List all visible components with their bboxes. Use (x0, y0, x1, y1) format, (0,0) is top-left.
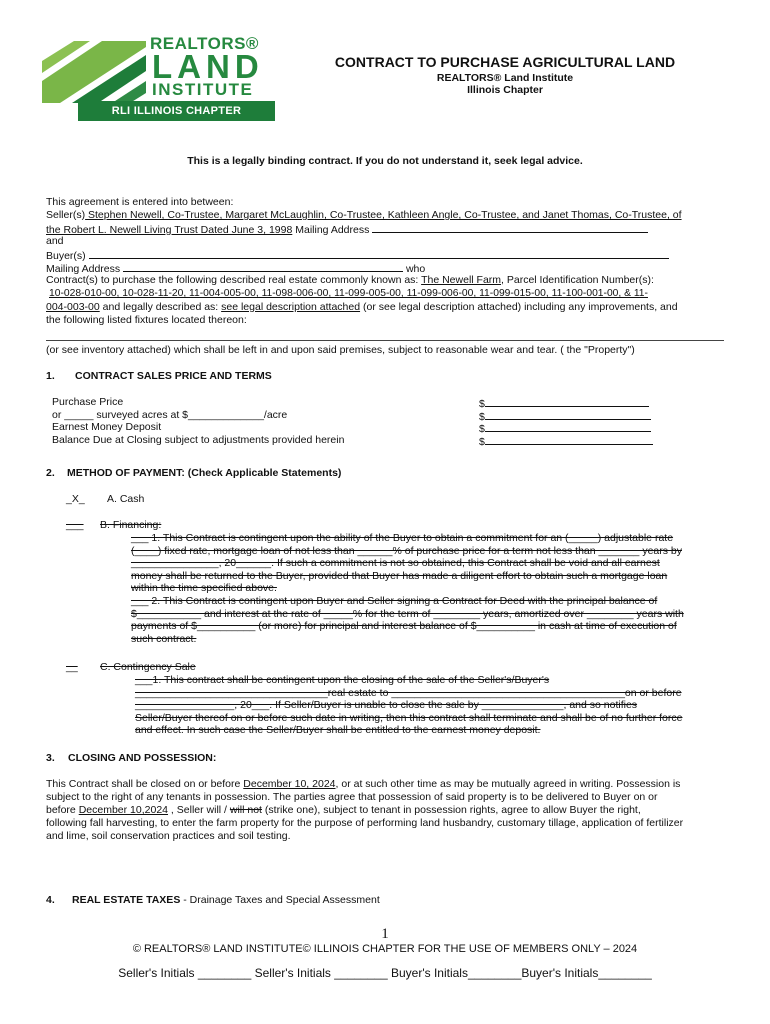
price-table (52, 396, 712, 446)
closing-post: , or at such other time as may be mutually agreed in writing. Possession is (335, 778, 681, 790)
seller-mailing-label: Mailing Address (292, 224, 370, 236)
text-line: ___1. This contract shall be contingent upon the closing of the sale of the Seller's/Buyer's (135, 674, 550, 686)
text-line: ___ 1. This Contract is contingent upon the ability of the Buyer to obtain a commitment for an (_____) adjustable rate (131, 532, 674, 544)
sellers-line-1 (46, 209, 736, 222)
property-name: The Newell Farm (421, 274, 502, 286)
text-line: and effect. In such case the Seller/Buyer shall be entitled to the earnest money deposit. (135, 724, 541, 737)
fixtures-field[interactable] (46, 340, 724, 341)
section-4-rest: - Drainage Taxes and Special Assessment (180, 894, 380, 906)
section-1-title: CONTRACT SALES PRICE AND TERMS (75, 370, 272, 382)
legal-notice: This is a legally binding contract. If you do not understand it, seek legal advice. (187, 155, 583, 167)
legal-description-link[interactable]: see legal description attached (221, 301, 361, 313)
cash-checkbox[interactable]: _X_ (66, 493, 85, 505)
text-line: ___ 2. This Contract is contingent upon Buyer and Seller signing a Contract for Deed with the principal balance of (131, 594, 658, 607)
closing-date: December 10, 2024 (243, 778, 336, 790)
text-line: within the time specified above. (131, 582, 277, 595)
text-line: such contract. (131, 632, 197, 645)
buyer-mailing-address-field[interactable] (123, 261, 403, 272)
contract-property-line (46, 274, 736, 287)
price-row-label: Balance Due at Closing subject to adjustments provided herein (52, 433, 345, 446)
text-line: (____) fixed rate, mortgage loan of not less than ______% of purchase price for a term not less than _______ years by (131, 544, 682, 557)
closing-pre: This Contract shall be closed on or before (46, 778, 244, 790)
closing-line-2: subject to the right of any tenants in possession. The parties agree that possession of said property is to be delivered to Buyer on or (46, 791, 658, 803)
sellers-label: Seller(s) (46, 209, 86, 221)
parcel-numbers-1: 10-028-010-00, 10-028-11-20, 11-004-005-00, 11-098-006-00, 11-099-005-00, 11-099-006-00, 11-099-015-00, 11-100-001-00, & 11- (49, 288, 648, 299)
amount-underline (485, 409, 651, 420)
closing-line-5: and lime, soil conservation practices and soil testing. (46, 830, 291, 842)
possession-pre: before (46, 804, 79, 816)
document-org: REALTORS® Land Institute (436, 72, 574, 84)
who-text: who (403, 263, 426, 275)
section-2-title: METHOD OF PAYMENT: (Check Applicable Statements) (67, 467, 342, 479)
logo-word-land: LAND (152, 48, 264, 85)
price-row (52, 396, 712, 409)
contract-text: Contract(s) to purchase the following described real estate commonly known as: (46, 274, 419, 286)
contingency-checkbox[interactable]: __ (66, 661, 78, 673)
sellers-names: Stephen Newell, Co-Trustee, Margaret McLaughlin, Co-Trustee, Kathleen Angle, Co-Trustee, and Janet Thomas, Co-Trustee, of (85, 209, 682, 221)
text-line: money shall be returned to the Buyer, provided that Buyer has made a diligent effort to obtain such a mortgage loan (131, 569, 668, 582)
fixtures-text: the following listed fixtures located thereon: (46, 314, 247, 326)
document-chapter: Illinois Chapter (467, 84, 543, 96)
price-row-label: or _____ surveyed acres at $_____________/acre (52, 408, 288, 421)
pin-label: , Parcel Identification Number(s): (501, 274, 654, 286)
possession-mid: , Seller will / (168, 804, 230, 816)
document-title: CONTRACT TO PURCHASE AGRICULTURAL LAND (334, 54, 676, 70)
copyright-footer: © REALTORS® LAND INSTITUTE© ILLINOIS CHAPTER FOR THE USE OF MEMBERS ONLY – 2024 (132, 943, 638, 955)
seller-mailing-address-field[interactable] (372, 222, 648, 233)
text-line: Seller/Buyer thereof on or before such date in writing, then this contract shall terminate and shall be of no further force (135, 711, 683, 724)
inventory-text: (or see inventory attached) which shall be left in and upon said premises, subject to reasonable wear and tear. ( the "Property") (46, 344, 635, 356)
legal-post: (or see legal description attached) including any improvements, and (360, 301, 678, 313)
cash-label: A. Cash (107, 493, 145, 505)
parcel-numbers-2: 004-003-00 (46, 301, 100, 313)
text-line: _________________, 20___. If Seller/Buyer is unable to close the sale by ______________, and so notifies (135, 699, 638, 712)
financing-checkbox[interactable]: ___ (66, 519, 84, 531)
initials-line[interactable]: Seller's Initials ________ Seller's Initials ________ Buyer's Initials________Buyer's Initials________ (118, 966, 652, 980)
price-row-label: Purchase Price (52, 396, 124, 408)
section-4-title: REAL ESTATE TAXES (72, 894, 181, 906)
logo-word-institute: INSTITUTE (152, 80, 254, 99)
possession-post: (strike one), subject to tenant in possession rights, agree to allow Buyer the right, (261, 804, 641, 816)
section-1-number: 1. (46, 370, 55, 382)
price-row-label: Earnest Money Deposit (52, 421, 162, 434)
buyers-label: Buyer(s) (46, 250, 86, 262)
possession-date: December 10,2024 (78, 804, 169, 816)
amount-underline (485, 434, 653, 445)
text-line: _______________, 20______. If such a commitment is not so obtained, this Contract shall be void and all earnest (131, 557, 660, 570)
financing-label: B. Financing: (100, 519, 162, 531)
amount-underline (485, 396, 649, 407)
financing-text (131, 532, 731, 645)
legal-pre: and legally described as: (99, 301, 222, 313)
dollar-sign: $ (479, 410, 485, 423)
section-4-number: 4. (46, 894, 55, 906)
contingency-text (135, 674, 735, 737)
price-row (52, 421, 712, 434)
text-line: _________________________________real estate to ________________________________________on or before (135, 686, 682, 699)
dollar-sign: $ (479, 423, 485, 436)
price-row-amount-field[interactable] (479, 434, 653, 449)
price-row (52, 434, 712, 447)
buyers-field[interactable] (89, 248, 669, 259)
section-2-number: 2. (46, 467, 55, 479)
and-text: and (46, 235, 64, 247)
land-stripes-icon (42, 41, 146, 103)
logo-chapter-banner: RLI ILLINOIS CHAPTER (78, 101, 275, 121)
logo-word-realtors: REALTORS® (150, 34, 259, 53)
text-line: payments of $__________ (or more) for principal and interest balance of $__________ in cash at time of execution of (131, 620, 677, 633)
text-line: $___________ and interest at the rate of _____% for the term of ________ years, amortized over ________ years with (131, 607, 684, 620)
legal-description-line (46, 301, 736, 314)
dollar-sign: $ (479, 435, 485, 448)
contingency-label: C. Contingency Sale (100, 661, 196, 673)
will-not-struck: will not (229, 804, 262, 816)
agreement-intro: This agreement is entered into between: (46, 196, 234, 208)
sellers-trust: the Robert L. Newell Living Trust Dated June 3, 1998 (46, 224, 293, 236)
section-3-title: CLOSING AND POSSESSION: (68, 752, 217, 764)
closing-line-4: following fall harvesting, to enter the farm property for the purpose of performing land husbandry, customary tillage, application of fertilizer (46, 817, 684, 829)
dollar-sign: $ (479, 398, 485, 410)
closing-line-1 (46, 778, 736, 791)
buyer-mailing-label: Mailing Address (46, 263, 121, 275)
section-3-number: 3. (46, 752, 55, 764)
price-row (52, 409, 712, 422)
closing-line-3 (46, 804, 736, 817)
page-number: 1 (381, 926, 389, 942)
amount-underline (485, 421, 651, 432)
section-4-heading (72, 894, 380, 907)
realtors-land-institute-logo (42, 35, 274, 123)
